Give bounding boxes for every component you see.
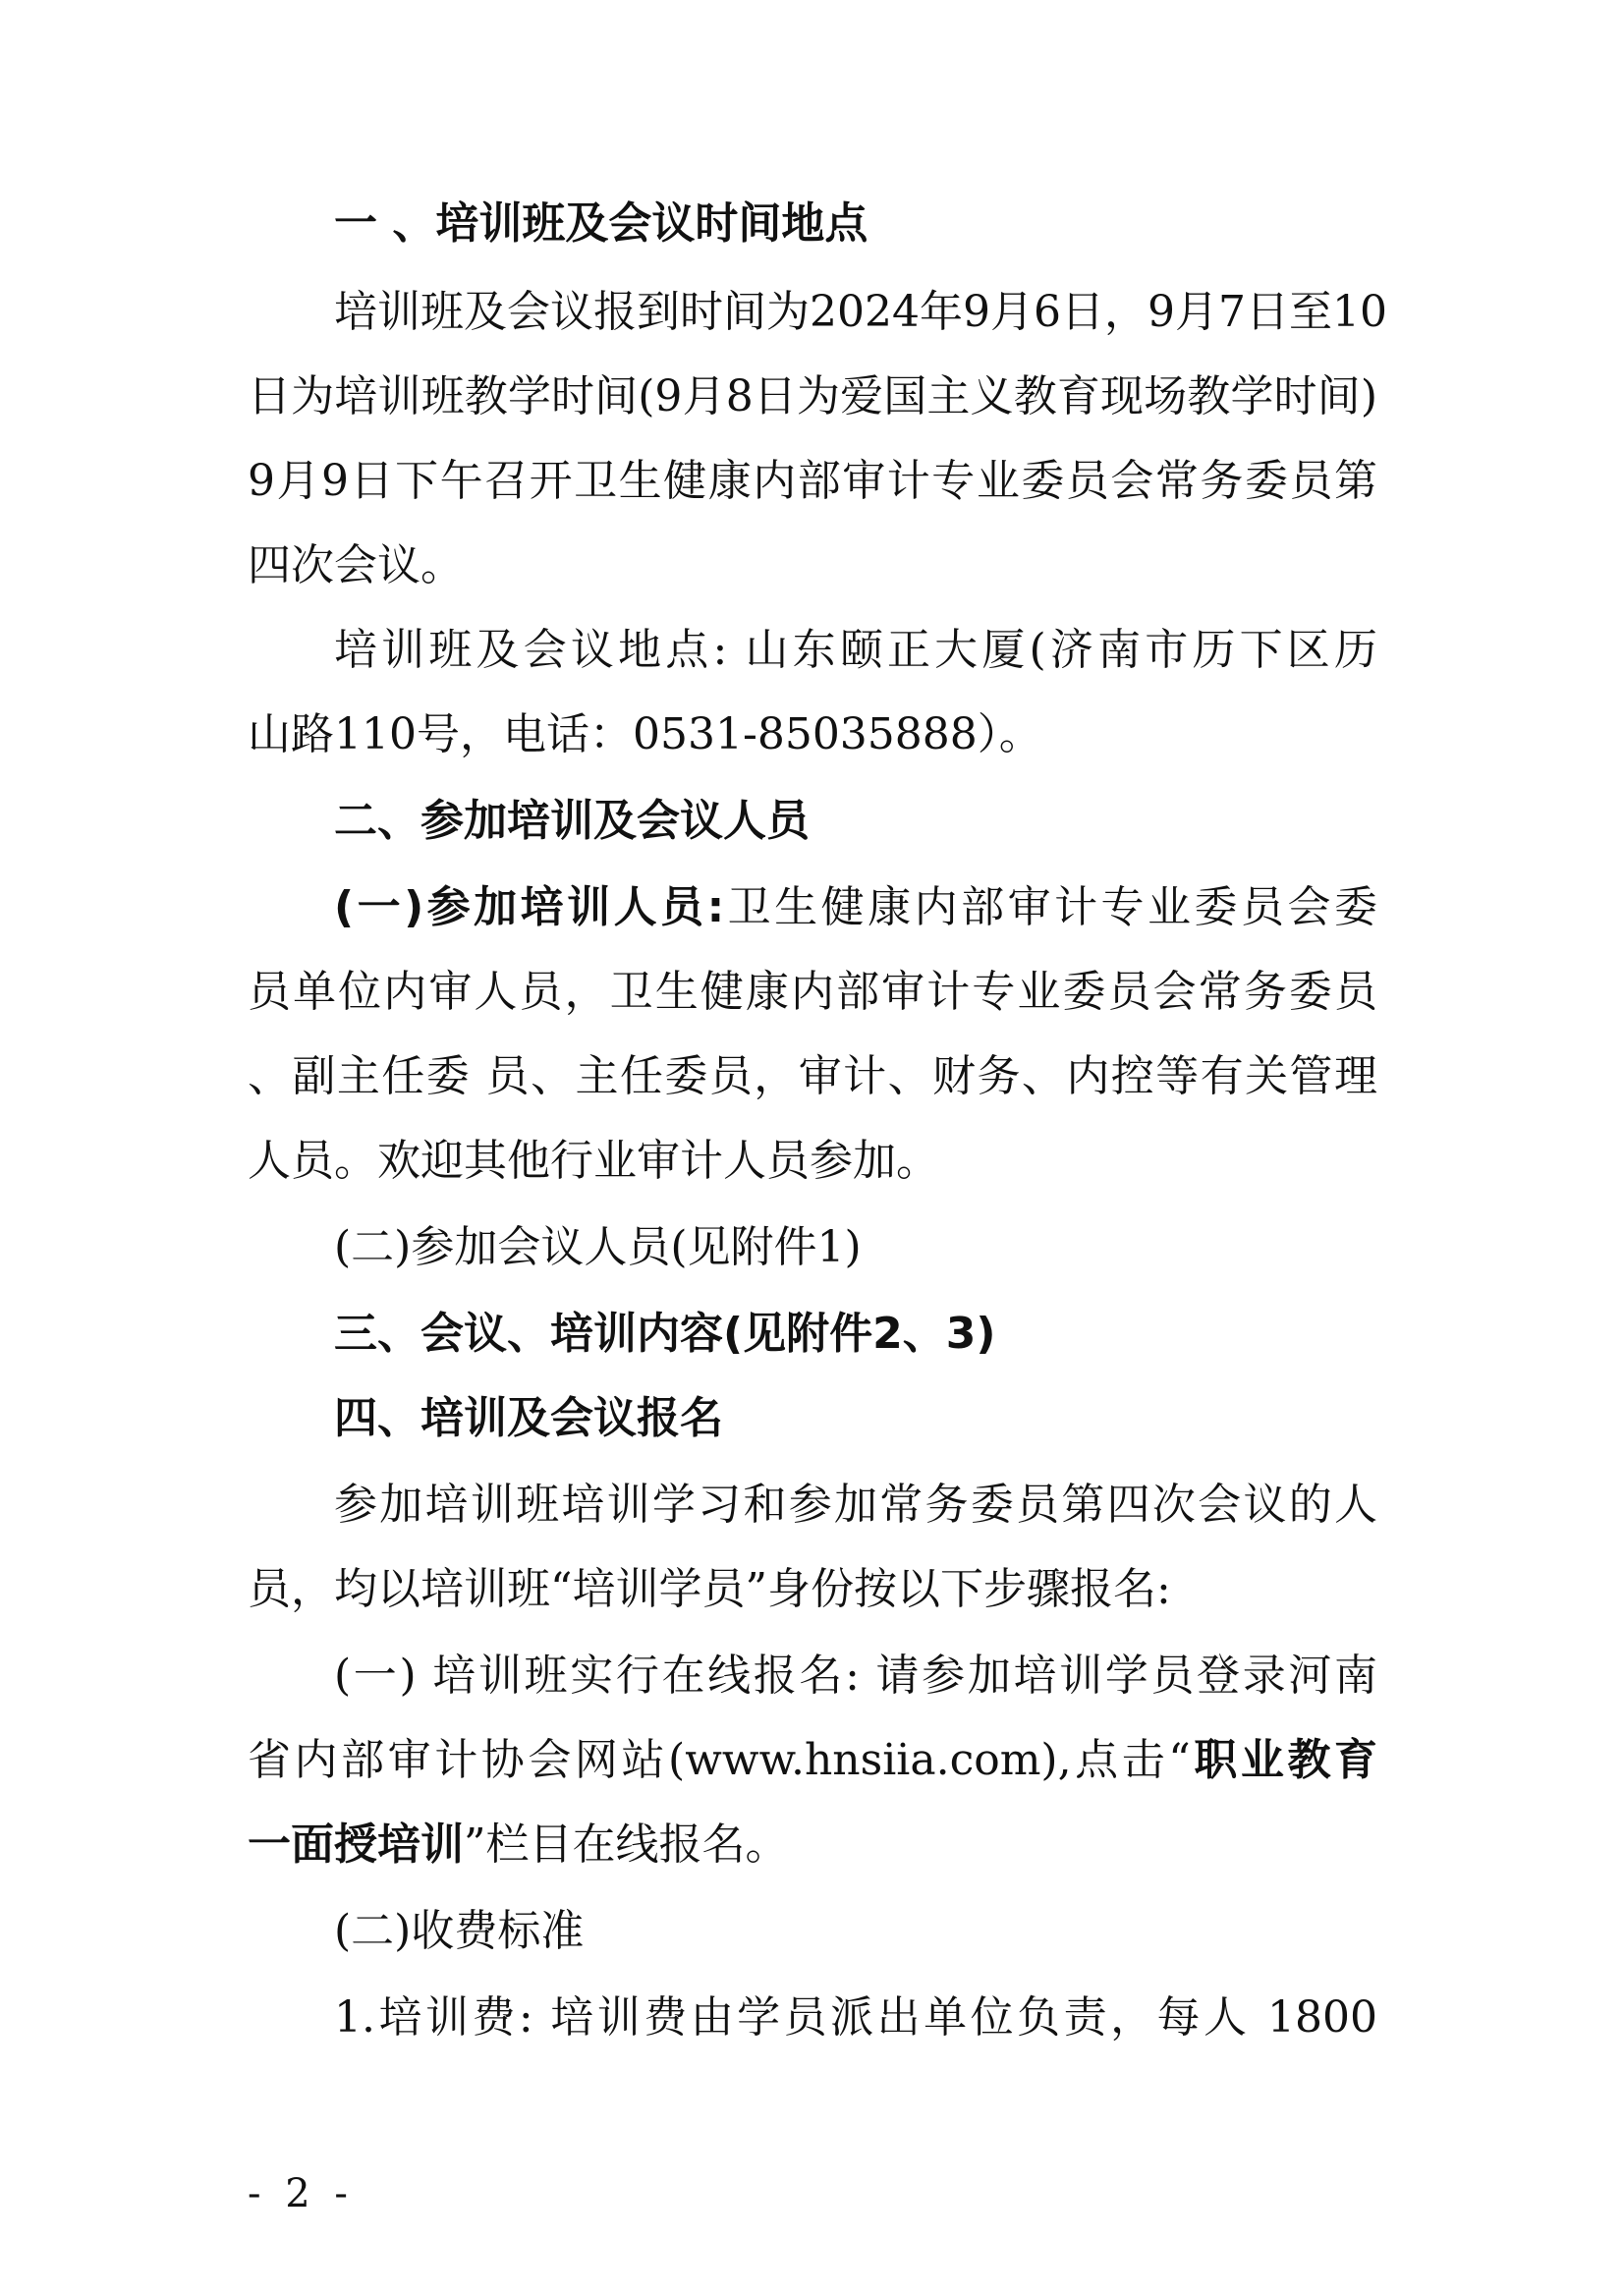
- paragraph-text: 省内部审计协会网站(www.hnsiia.com),点击“: [248, 1735, 1191, 1785]
- paragraph-line: [334, 878, 1377, 937]
- section-heading-2: 二、参加培训及会议人员: [334, 796, 810, 846]
- bold-label: 一面授培训: [248, 1820, 464, 1870]
- paragraph-line: 培训班及会议报到时间为2024年9月6日，9月7日至10: [334, 287, 1387, 337]
- bold-label: 职业教育: [1190, 1735, 1378, 1785]
- paragraph-line: 1.培训费: 培训费由学员派出单位负责，每人 1800: [334, 1992, 1377, 2043]
- paragraph-line: 山路110号，电话：0531-85035888）。: [248, 709, 1042, 759]
- section-heading-4: 四、培训及会议报名: [334, 1393, 723, 1443]
- paragraph-line: [248, 1816, 1624, 1875]
- paragraph-line: (一) 培训班实行在线报名: 请参加培训学员登录河南: [334, 1651, 1377, 1701]
- paragraph-line: 培训班及会议地点: 山东颐正大厦(济南市历下区历: [334, 625, 1377, 675]
- section-heading-1: 一 、培训班及会议时间地点: [334, 198, 868, 249]
- paragraph-line: 四次会议。: [248, 540, 464, 590]
- paragraph-line: (二)收费标准: [334, 1906, 585, 1956]
- paragraph-line: 员，均以培训班“培训学员”身份按以下步骤报名:: [248, 1564, 1171, 1614]
- bold-label: (一)参加培训人员:: [334, 882, 725, 932]
- section-heading-3: 三、会议、培训内容(见附件2、3): [334, 1309, 996, 1359]
- paragraph-text: 卫生健康内部审计专业委员会委: [724, 882, 1377, 932]
- paragraph-line: 参加培训班培训学习和参加常务委员第四次会议的人: [334, 1480, 1377, 1530]
- paragraph-line: 、副主任委 员、主任委员，审计、财务、内控等有关管理: [248, 1051, 1377, 1101]
- paragraph-line: 日为培训班教学时间(9月8日为爱国主义教育现场教学时间): [248, 371, 1377, 421]
- paragraph-line: 员单位内审人员，卫生健康内部审计专业委员会常务委员: [248, 967, 1377, 1017]
- paragraph-text: ”栏目在线报名。: [464, 1820, 789, 1870]
- paragraph-line: (二)参加会议人员(见附件1): [334, 1222, 862, 1272]
- paragraph-line: 人员。欢迎其他行业审计人员参加。: [248, 1136, 939, 1186]
- paragraph-line: [248, 1731, 1377, 1790]
- page-number: - 2 -: [248, 2171, 354, 2216]
- paragraph-line: 9月9日下午召开卫生健康内部审计专业委员会常务委员第: [248, 456, 1377, 506]
